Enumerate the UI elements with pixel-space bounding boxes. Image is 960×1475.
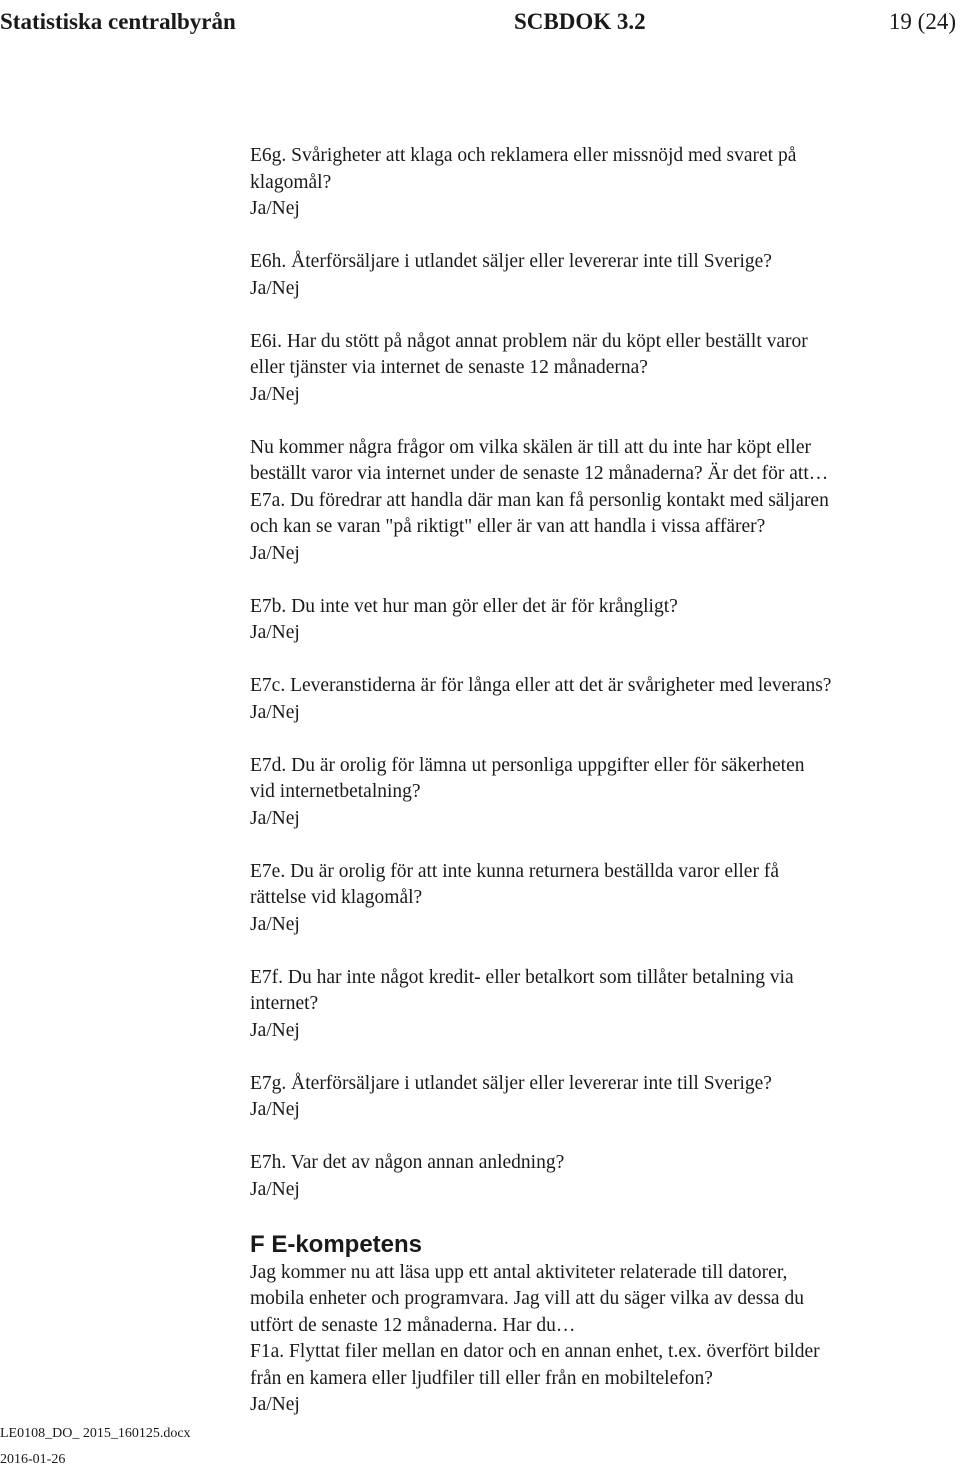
answer-options: Ja/Nej: [250, 198, 300, 219]
question-e7a: [250, 435, 940, 568]
question-e6h: [250, 249, 940, 302]
organization-name: Statistiska centralbyrån: [0, 9, 236, 34]
answer-options: Ja/Nej: [250, 542, 300, 564]
question-e7f: [250, 965, 940, 1045]
question-text-continued: vid internetbetalning?: [250, 781, 421, 802]
question-text: E6i. Har du stött på något annat problem när du köpt eller beställt varor: [250, 330, 808, 352]
question-text: F1a. Flyttat filer mellan en dator och en annan enhet, t.ex. överfört bilder: [250, 1341, 820, 1362]
question-text-continued: internet?: [250, 993, 319, 1014]
question-text-continued: klagomål?: [250, 171, 332, 193]
question-e7b: [250, 594, 940, 647]
question-e6g: [250, 143, 940, 223]
answer-options: Ja/Nej: [250, 1019, 300, 1041]
question-e6i: [250, 329, 940, 409]
page-header: [0, 2, 960, 42]
question-text: E7e. Du är orolig för att inte kunna returnera beställda varor eller få: [250, 860, 779, 882]
section-intro-line-1: Jag kommer nu att läsa upp ett antal aktiviteter relaterade till datorer,: [250, 1261, 788, 1283]
question-text-continued: eller tjänster via internet de senaste 12 månaderna?: [250, 357, 648, 378]
e7-intro-line-2: beställt varor via internet under de senaste 12 månaderna? Är det för att…: [250, 463, 829, 484]
question-e7e: [250, 859, 940, 939]
section-f: [250, 1230, 940, 1419]
question-text-continued: från en kamera eller ljudfiler till eller från en mobiltelefon?: [250, 1367, 713, 1389]
question-e7g: [250, 1071, 940, 1124]
question-text-continued: och kan se varan "på riktigt" eller är van att handla i vissa affärer?: [250, 516, 766, 537]
answer-options: Ja/Nej: [250, 1099, 300, 1120]
e7-intro-line-1: Nu kommer några frågor om vilka skälen är till att du inte har köpt eller: [250, 436, 811, 458]
answer-options: Ja/Nej: [250, 913, 300, 935]
question-text: E7b. Du inte vet hur man gör eller det är för krångligt?: [250, 595, 678, 617]
page-footer: [0, 1421, 191, 1473]
question-text: E7a. Du föredrar att handla där man kan få personlig kontakt med säljaren: [250, 489, 829, 511]
question-text: E7g. Återförsäljare i utlandet säljer eller levererar inte till Sverige?: [250, 1072, 772, 1094]
question-text-continued: rättelse vid klagomål?: [250, 887, 423, 908]
section-heading: F E-kompetens: [250, 1230, 423, 1258]
answer-options: Ja/Nej: [250, 383, 300, 405]
answer-options: Ja/Nej: [250, 277, 300, 299]
document-id: SCBDOK 3.2: [514, 9, 646, 34]
question-e7c: [250, 673, 940, 726]
question-text: E6g. Svårigheter att klaga och reklamera eller missnöjd med svaret på: [250, 145, 797, 166]
question-text: E7d. Du är orolig för lämna ut personliga uppgifter eller för säkerheten: [250, 754, 805, 776]
section-intro-line-2: mobila enheter och programvara. Jag vill att du säger vilka av dessa du: [250, 1288, 804, 1309]
document-body: [250, 143, 940, 1419]
section-intro-line-3: utfört de senaste 12 månaderna. Har du…: [250, 1314, 576, 1336]
question-text: E7f. Du har inte något kredit- eller betalkort som tillåter betalning via: [250, 966, 794, 988]
question-text: E6h. Återförsäljare i utlandet säljer eller levererar inte till Sverige?: [250, 251, 772, 272]
footer-date: 2016-01-26: [0, 1452, 66, 1467]
answer-options: Ja/Nej: [250, 1394, 300, 1415]
question-e7h: [250, 1150, 940, 1203]
question-text: E7c. Leveranstiderna är för långa eller att det är svårigheter med leverans?: [250, 675, 832, 696]
question-text: E7h. Var det av någon annan anledning?: [250, 1152, 565, 1173]
answer-options: Ja/Nej: [250, 807, 300, 829]
question-e7d: [250, 753, 940, 833]
page-number: 19 (24): [888, 9, 956, 34]
answer-options: Ja/Nej: [250, 701, 300, 723]
answer-options: Ja/Nej: [250, 1178, 300, 1200]
footer-filename: LE0108_DO_ 2015_160125.docx: [0, 1426, 191, 1441]
answer-options: Ja/Nej: [250, 622, 300, 643]
